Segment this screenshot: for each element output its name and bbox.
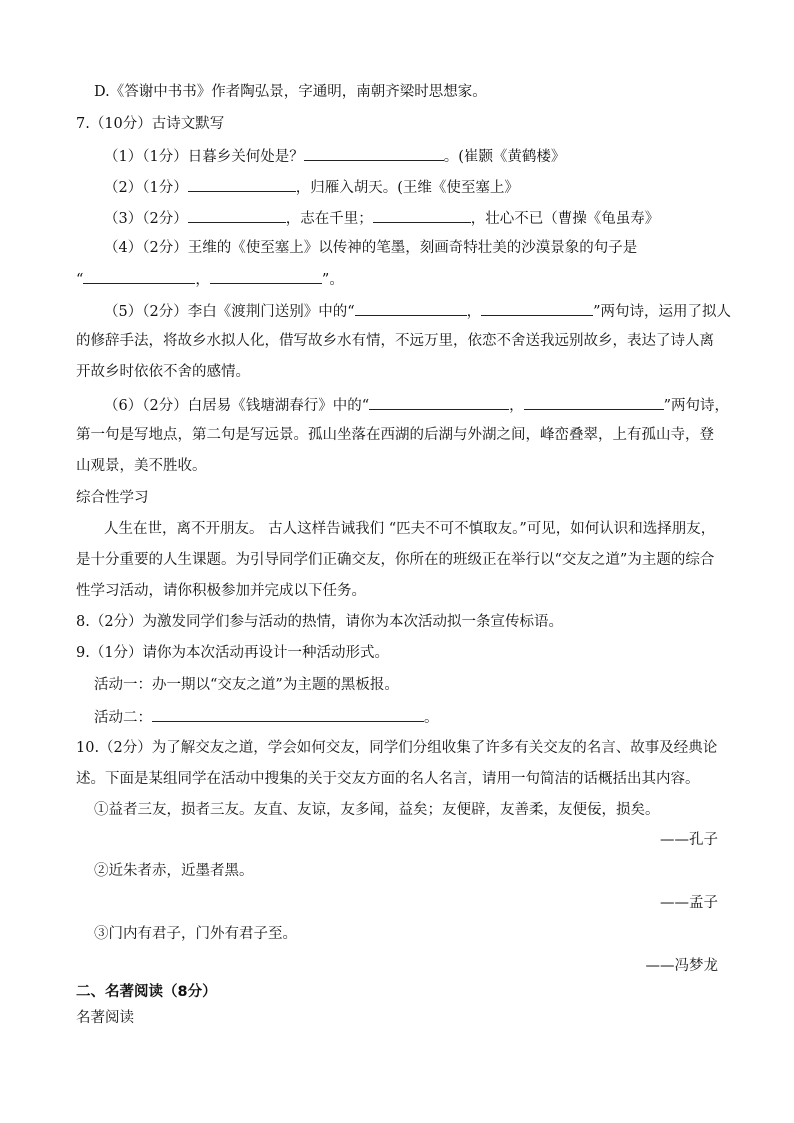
- q7-item-5-line3: 开故乡时依依不舍的感情。: [76, 364, 250, 380]
- q10-author-2: ——孟子: [660, 895, 718, 911]
- zonghe-paragraph-line2: 是十分重要的人生课题。为引导同学们正确交友，你所在的班级正在举行以“交友之道”为主题的综合: [76, 552, 715, 568]
- q10-line1: 10.（2分）为了解交友之道，学会如何交友，同学们分组收集了许多有关交友的名言、故事及经典论: [76, 740, 718, 756]
- q7-item-5-line1: （5）（2分）李白《渡荆门送别》中的“ ， ”两句诗，运用了拟人: [104, 300, 731, 322]
- q7-item-1-prompt: （1）（1分）日暮乡关何处是？: [104, 149, 304, 165]
- q7-item-5-blank-2[interactable]: [481, 300, 593, 316]
- q10-quote-2: ②近朱者赤，近墨者黑。: [94, 863, 254, 879]
- q9-text: 9.（1分）请你为本次活动再设计一种活动形式。: [76, 645, 390, 661]
- section-2-subtitle: 名著阅读: [76, 1010, 134, 1026]
- q7-item-3-blank-2[interactable]: [373, 207, 471, 223]
- q9-activity-2: 活动二： 。: [94, 706, 439, 728]
- q7-item-4-line2: “ ， ”。: [76, 268, 344, 290]
- q10-quote-1: ①益者三友，损者三友。友直、友谅，友多闻，益矣；友便辟，友善柔，友便佞，损矣。: [94, 802, 660, 818]
- q7-item-6-blank-2[interactable]: [524, 394, 664, 410]
- q10-author-1: ——孔子: [660, 832, 718, 848]
- q7-item-6-line1: （6）（2分）白居易《钱塘湖春行》中的“ ， ”两句诗，: [104, 394, 729, 416]
- q7-item-1: [104, 145, 565, 167]
- q8-text: 8.（2分）为激发同学们参与活动的热情，请你为本次活动拟一条宣传标语。: [76, 614, 564, 630]
- q7-item-3-blank-1[interactable]: [188, 207, 286, 223]
- q7-item-1-source: 。(崔颢《黄鹤楼》: [443, 149, 566, 165]
- q7-item-6-blank-1[interactable]: [369, 394, 509, 410]
- q7-item-1-blank[interactable]: [304, 145, 444, 161]
- q7-item-3-source: ，壮心不已（曹操《龟虽寿》: [470, 211, 660, 227]
- q7-item-4-line1: （4）（2分）王维的《使至塞上》以传神的笔墨，刻画奇特壮美的沙漠景象的句子是: [104, 240, 638, 256]
- section-2-title: 二、名著阅读（8分）: [76, 984, 217, 1000]
- q10-author-3: ——冯梦龙: [645, 958, 718, 974]
- q7-item-2: [104, 176, 519, 198]
- zonghe-paragraph-line1: 人生在世，离不开朋友。 古人这样告诫我们 “匹夫不可不慎取友。”可见，如何认识和选择朋友，: [104, 521, 716, 537]
- q7-item-4-blank-1[interactable]: [83, 268, 195, 284]
- q7-item-6-line2: 第一句是写地点，第二句是写远景。孤山坐落在西湖的后湖与外湖之间，峰峦叠翠，上有孤山寺，登: [76, 427, 714, 443]
- q7-item-4-blank-2[interactable]: [210, 268, 322, 284]
- q7-item-2-blank[interactable]: [188, 176, 296, 192]
- q9-activity-1: 活动一：办一期以“交友之道”为主题的黑板报。: [94, 677, 399, 693]
- q6-option-d: D.《答谢中书书》作者陶弘景，字通明，南朝齐梁时思想家。: [94, 84, 487, 100]
- q7-item-2-source: ，归雁入胡天。(王维《使至塞上》: [295, 180, 519, 196]
- q10-line2: 述。下面是某组同学在活动中搜集的关于交友方面的名人名言，请用一句简洁的话概括出其内容。: [76, 771, 700, 787]
- zonghe-paragraph-line3: 性学习活动，请你积极参加并完成以下任务。: [76, 583, 366, 599]
- q7-item-3-prompt: （3）（2分）: [104, 211, 188, 227]
- q7-header: 7.（10分）古诗文默写: [76, 116, 225, 132]
- q7-item-6-line3: 山观景，美不胜收。: [76, 458, 207, 474]
- q7-item-5-line2: 的修辞手法，将故乡水拟人化，借写故乡水有情，不远万里，依恋不舍送我远别故乡，表达了诗人离: [76, 333, 714, 349]
- q7-item-5-blank-1[interactable]: [355, 300, 467, 316]
- q9-activity-2-blank[interactable]: [152, 706, 424, 722]
- q7-item-3: [104, 207, 659, 229]
- zonghe-title: 综合性学习: [76, 490, 149, 506]
- q7-item-3-middle: ，志在千里；: [285, 211, 373, 227]
- q10-quote-3: ③门内有君子，门外有君子至。: [94, 926, 297, 942]
- q7-item-2-prompt: （2）（1分）: [104, 180, 188, 196]
